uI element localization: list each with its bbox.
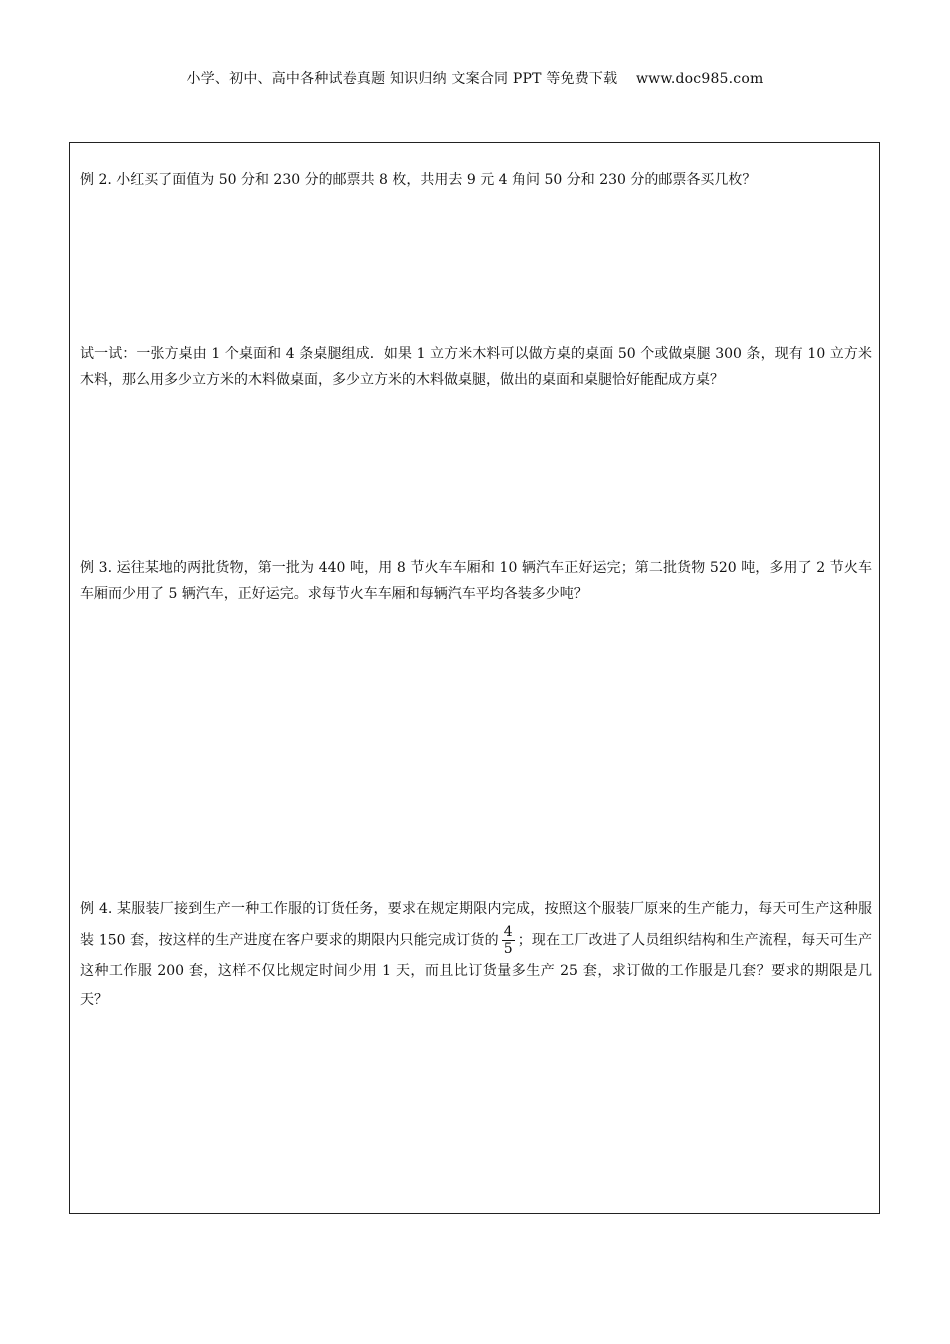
problem-text: 一张方桌由 1 个桌面和 4 条桌腿组成．如果 1 立方米木料可以做方桌的桌面 50 个或做桌腿 300 条，现有 10 立方米木料，那么用多少立方米的木料做桌面，多少立方米的木料做桌腿，做出的桌面和桌腿恰好能配成方桌？ (80, 346, 872, 388)
problem-label: 例 4. (80, 901, 113, 917)
problem-example-3 (80, 555, 872, 607)
problem-text: 小红买了面值为 50 分和 230 分的邮票共 8 枚，共用去 9 元 4 角问 50 分和 230 分的邮票各买几枚？ (116, 172, 757, 188)
problem-example-4 (80, 895, 872, 1015)
worksheet-frame (69, 142, 880, 1214)
problem-example-2 (80, 167, 872, 193)
problem-text-after: ；现在工厂改进了人员组织结构和生产流程，每天可生产这种工作服 200 套，这样不仅比规定时间少用 1 天，而且比订货量多生产 25 套，求订做的工作服是几套？要求的期限是几天？ (80, 932, 872, 1008)
problem-text-before: 某服装厂接到生产一种工作服的订货任务，要求在规定期限内完成，按照这个服装厂原来的生产能力，每天可生产这种服装 150 套，按这样的生产进度在客户要求的期限内只能完成订货的 (80, 901, 872, 949)
problem-text: 运往某地的两批货物，第一批为 440 吨，用 8 节火车车厢和 10 辆汽车正好运完；第二批货物 520 吨，多用了 2 节火车车厢而少用了 5 辆汽车，正好运完。求每节火车车厢和每辆汽车平均各装多少吨？ (80, 560, 872, 602)
fraction-numerator: 4 (503, 924, 513, 940)
fraction-denominator: 5 (503, 941, 513, 957)
problem-label: 例 3. (80, 560, 113, 576)
problem-label: 试一试： (80, 346, 137, 362)
header-text: 小学、初中、高中各种试卷真题 知识归纳 文案合同 PPT 等免费下载 (186, 71, 618, 87)
header-site: www.doc985.com (635, 71, 764, 87)
fraction-four-fifths (502, 924, 515, 957)
problem-label: 例 2. (80, 172, 112, 188)
page-header (0, 68, 950, 88)
problem-try-it (80, 341, 872, 393)
